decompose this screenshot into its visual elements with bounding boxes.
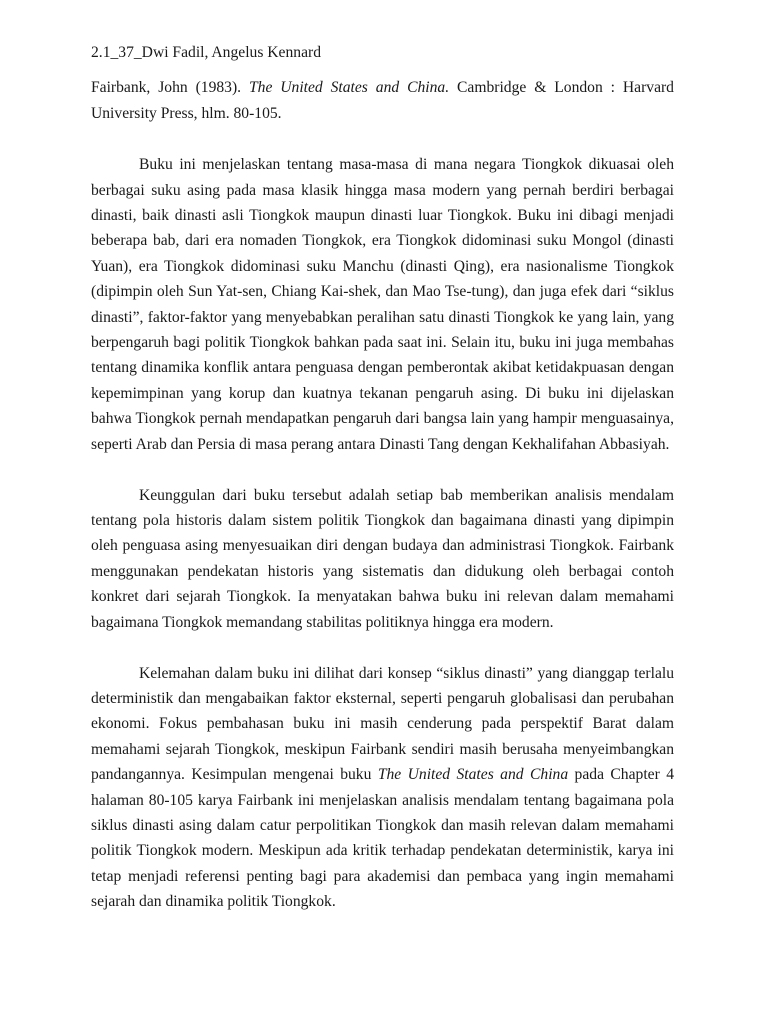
weakness-book-title: The United States and China <box>377 766 569 784</box>
paragraph-summary: Buku ini menjelaskan tentang masa-masa di mana negara Tiongkok dikuasai oleh berbagai suku asing pada masa klasik hingga masa modern yang pernah berdiri berbagai dinasti, baik dinasti asli Tiongkok maupun dinasti luar Tiongkok. Buku ini dibagi menjadi beberapa bab, dari era nomaden Tiongkok, era Tiongkok didominasi suku Mongol (dinasti Yuan), era Tiongkok didominasi suku Manchu (dinasti Qing), era nasionalisme Tiongkok (dipimpin oleh Sun Yat-sen, Chiang Kai-shek, dan Mao Tse-tung), dan juga efek dari “siklus dinasti”, faktor-faktor yang menyebabkan peralihan satu dinasti Tiongkok ke yang lain, yang berpengaruh bagi politik Tiongkok bahkan pada saat ini. Selain itu, buku ini juga membahas tentang dinamika konflik antara penguasa dengan pemberontak akibat ketidakpuasan dengan kepemimpinan yang korup dan kuatnya tekanan pengaruh asing. Di buku ini dijelaskan bahwa Tiongkok pernah mendapatkan pengaruh dari bangsa lain yang hampir menguasainya, seperti Arab dan Persia di masa perang antara Dinasti Tang dengan Kekhalifahan Abbasiyah. <box>91 156 674 453</box>
document-page <box>91 40 674 915</box>
weakness-text-start: Kelemahan dalam buku ini dilihat dari konsep “siklus dinasti” yang dianggap terlalu deterministik dan mengabaikan faktor eksternal, seperti pengaruh globalisasi dan perubahan ekonomi. Fokus pembahasan buku ini masih cenderung pada perspektif Barat dalam memahami sejarah Tiongkok, meskipun Fairbank sendiri masih berusaha menyeimbangkan pandangannya. Kesimpulan mengenai buku <box>91 664 674 784</box>
citation-title: The United States and China. <box>248 79 450 97</box>
citation-publisher: Cambridge & London : Harvard University Press, hlm. 80-105. <box>91 79 674 122</box>
author-line: 2.1_37_Dwi Fadil, Angelus Kennard <box>91 44 321 61</box>
citation <box>91 75 674 126</box>
paragraph-strengths: Keunggulan dari buku tersebut adalah setiap bab memberikan analisis mendalam tentang pola historis dalam sistem politik Tiongkok dan bagaimana dinasti yang dipimpin oleh penguasa asing menyesuaikan diri dengan budaya dan administrasi Tiongkok. Fairbank menggunakan pendekatan historis yang sistematis dan didukung oleh berbagai contoh konkret dari sejarah Tiongkok. Ia menyatakan bahwa buku ini relevan dalam memahami bagaimana Tiongkok memandang stabilitas politiknya hingga era modern. <box>91 486 674 631</box>
citation-author-year: Fairbank, John (1983). <box>91 79 249 97</box>
weakness-text-end: pada Chapter 4 halaman 80-105 karya Fairbank ini menjelaskan analisis mendalam tentang bagaimana pola siklus dinasti asing dalam catur perpolitikan Tiongkok dan masih relevan dalam memahami politik Tiongkok modern. Meskipun ada kritik terhadap pendekatan deterministik, karya ini tetap menjadi referensi penting bagi para akademisi dan pembaca yang ingin memahami sejarah dan dinamika politik Tiongkok. <box>91 766 674 911</box>
paragraph-weaknesses <box>91 661 674 915</box>
